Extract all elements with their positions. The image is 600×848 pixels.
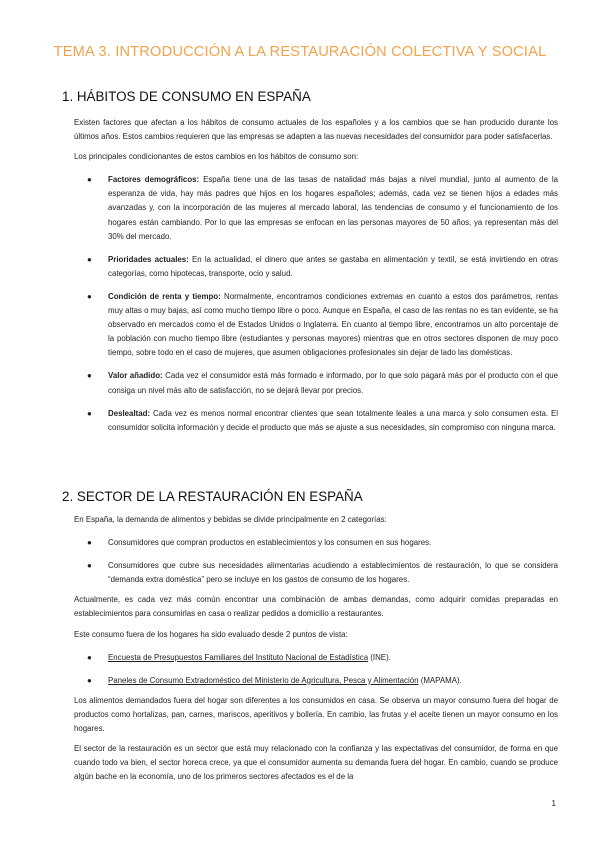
section-2-paragraph-1: Actualmente, es cada vez más común encontrar una combinación de ambas demandas, como adquirir comidas preparadas en establecimientos para consumirlas en casa o realizar pedidos a domicilio a restaurantes.: [74, 595, 558, 619]
section-2-paragraph-4: El sector de la restauración es un sector que está muy relacionado con la confianza y las expectativas del consumidor, de forma en que cuando todo va bien, el sector horeca crece, ya que el consumidor aumenta su demanda fuera del hogar. En cambio, cuando se produce algún bache en la economía, uno de los primeros sectores afectados es el de la: [74, 744, 558, 782]
bullet-icon: ●: [87, 561, 92, 571]
item-text: Cada vez es menos normal encontrar clientes que sean totalmente leales a una marca y solo consumen esta. El consumidor solicita información y decide el producto que más se ajuste a sus necesidades, sin compromiso con ninguna marca.: [108, 408, 558, 432]
list-item: [74, 369, 558, 397]
bullet-icon: ●: [87, 291, 92, 301]
bullet-icon: ●: [87, 652, 92, 662]
bullet-icon: ●: [87, 675, 92, 685]
item-text: En la actualidad, el dinero que antes se gastaba en alimentación y textil, se está invirtiendo en otras categorías, como hipotecas, transporte, ocio y salud.: [108, 254, 558, 278]
section-1-body: [74, 116, 558, 435]
item-term: Valor añadido:: [108, 371, 163, 381]
mapama-suffix: (MAPAMA).: [418, 675, 462, 685]
demand-list: [74, 536, 558, 587]
sources-list: [74, 651, 558, 688]
document-title: TEMA 3. INTRODUCCIÓN A LA RESTAURACIÓN COLECTIVA Y SOCIAL: [53, 44, 547, 60]
bullet-icon: ●: [87, 408, 92, 418]
list-item: [74, 559, 558, 587]
item-term: Prioridades actuales:: [108, 254, 189, 264]
item-term: Condición de renta y tiempo:: [108, 291, 221, 301]
bullet-icon: ●: [87, 371, 92, 381]
ine-link[interactable]: Encuesta de Presupuestos Familiares del Instituto Nacional de Estadística: [108, 652, 369, 662]
section-2-body: [74, 513, 558, 784]
item-term: Deslealtad:: [108, 408, 151, 418]
item-term: Factores demográficos:: [108, 175, 200, 185]
mapama-link[interactable]: Paneles de Consumo Extradoméstico del Ministerio de Agricultura, Pesca y Alimentación: [108, 675, 419, 685]
list-item: [74, 253, 558, 281]
list-item: [74, 290, 558, 360]
item-text: Consumidores que cubre sus necesidades alimentarias acudiendo a establecimientos de restauración, lo que se considera “demanda extra doméstica” pero se incluye en los gastos de consumo de los hogares.: [108, 561, 558, 585]
item-text: Cada vez el consumidor está más formado e informado, por lo que solo pagará más por el producto con el que consiga un nivel más alto de satisfacción, no se dejará llevar por precios.: [108, 371, 558, 395]
section-2-intro: En España, la demanda de alimentos y bebidas se divide principalmente en 2 categorías:: [74, 515, 387, 524]
section-1-heading: 1. HÁBITOS DE CONSUMO EN ESPAÑA: [62, 89, 311, 104]
section-1-lead: Los principales condicionantes de estos cambios en los hábitos de consumo son:: [74, 152, 359, 162]
section-2-heading: 2. SECTOR DE LA RESTAURACIÓN EN ESPAÑA: [62, 489, 363, 504]
bullet-icon: ●: [87, 254, 92, 264]
bullet-icon: ●: [87, 538, 92, 548]
item-text: Consumidores que compran productos en establecimientos y los consumen en sus hogares.: [108, 538, 432, 548]
item-text: Normalmente, encontramos condiciones extremas en cuanto a estos dos parámetros, rentas muy altas o muy bajas, así como mucho tiempo libre o poco. Aunque en España, el caso de las rentas no es tan evidente, se ha observado en mercados como el de Estados Unidos o Inglaterra. En cuanto al tiempo libre, encontramos un alto porcentaje de la población con mucho tiempo libre (estudiantes y personas mayores) mientras que en otros sectores disponen de muy poco tiempo, sobre todo en el caso de mujeres, que asumen obligaciones profesionales sin dejar de lado las domésticas.: [108, 291, 558, 358]
list-item: [74, 536, 558, 550]
ine-suffix: (INE).: [368, 652, 391, 662]
list-item: [74, 407, 558, 435]
list-item: [74, 651, 558, 665]
bullet-icon: ●: [87, 175, 92, 185]
list-item: [74, 674, 558, 688]
factors-list: [74, 173, 558, 435]
list-item: [74, 173, 558, 243]
item-text: España tiene una de las tasas de natalidad más bajas a nivel mundial, junto al aumento de la esperanza de vida, hay más padres que hijos en los hogares españoles; además, cada vez se tienen hijos a edades más avanzadas y, con la incorporación de las mujeres al mercado laboral, las tendencias de consumo y el funcionamiento de los hogares están cambiando. Por lo que las empresas se enfocan en las personas mayores de 50 años, ya representan más del 30% del mercado.: [108, 175, 559, 241]
section-2-paragraph-3: Los alimentos demandados fuera del hogar son diferentes a los consumidos en casa. Se observa un mayor consumo fuera del hogar de productos como hortalizas, pan, carnes, mariscos, aperitivos y bollería. En cambio, las frutas y el aceite tienen un mayor consumo en los hogares.: [74, 695, 558, 734]
section-1-intro: Existen factores que afectan a los hábitos de consumo actuales de los españoles y a los cambios que se han producido durante los últimos años. Estos cambios requieren que las empresas se adapten a las nuevas necesidades del consumidor para poder satisfacerlas.: [74, 118, 558, 142]
page-number: 1: [551, 799, 556, 808]
section-2-paragraph-2: Este consumo fuera de los hogares ha sido evaluado desde 2 puntos de vista:: [74, 629, 348, 639]
